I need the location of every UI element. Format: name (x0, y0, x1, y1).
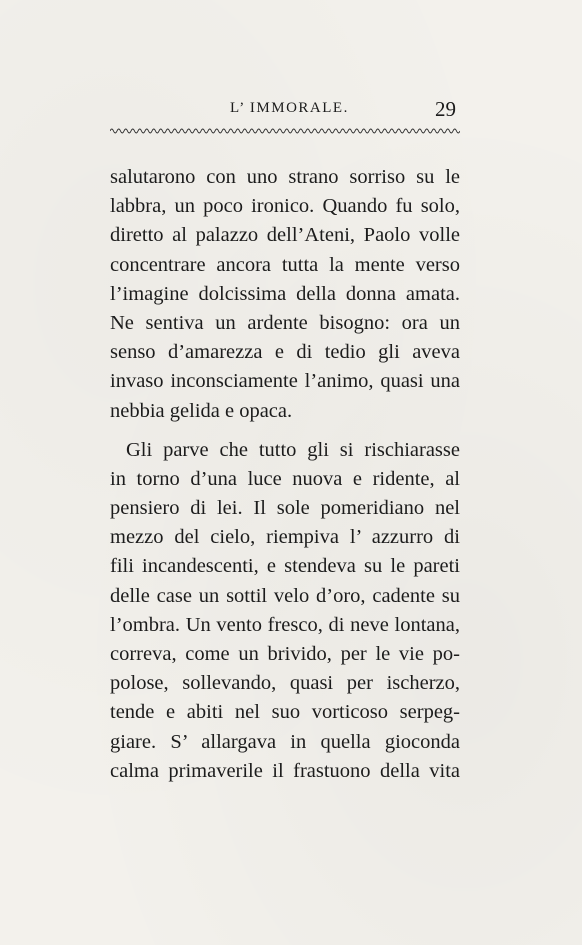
body-text (110, 163, 460, 786)
text-line: pensiero di lei. Il sole pomeridiano nel (110, 497, 460, 520)
decorative-rule (110, 126, 460, 136)
text-line: mezzo del cielo, riempiva l’ azzurro di (110, 526, 460, 549)
text-line: l’ombra. Un vento fresco, di neve lontana, (110, 613, 460, 636)
text-line: l’imagine dolcissima della donna amata. (110, 282, 460, 305)
text-line: correva, come un brivido, per le vie po- (110, 643, 460, 665)
page-number: 29 (435, 97, 456, 121)
text-line: nebbia gelida e opaca. (110, 399, 293, 422)
text-line: concentrare ancora tutta la mente verso (110, 253, 460, 276)
text-line: tende e abiti nel suo vorticoso serpeg- (110, 701, 460, 724)
text-line: senso d’amarezza e di tedio gli aveva (110, 341, 460, 364)
text-line: in torno d’una luce nuova e ridente, al (110, 467, 460, 490)
text-line: labbra, un poco ironico. Quando fu solo, (110, 195, 460, 218)
text-line: salutarono con uno strano sorriso su le (110, 166, 460, 188)
running-title: L’ IMMORALE. (230, 100, 349, 116)
text-line: polose, sollevando, quasi per ischerzo, (110, 672, 460, 695)
text-line: giare. S’ allargava in quella gioconda (110, 730, 460, 753)
text-line: Ne sentiva un ardente bisogno: ora un (110, 311, 460, 334)
running-head (108, 97, 458, 124)
text-line: diretto al palazzo dell’Ateni, Paolo volle (110, 224, 460, 247)
paragraph-gap (110, 426, 460, 436)
text-line: calma primaverile il frastuono della vita (110, 759, 460, 782)
text-line: invaso inconsciamente l’animo, quasi una (110, 370, 460, 393)
text-line: fili incandescenti, e stendeva su le pareti (110, 555, 460, 578)
text-line: delle case un sottil velo d’oro, cadente su (110, 584, 460, 607)
text-line: Gli parve che tutto gli si rischiarasse (126, 438, 460, 461)
